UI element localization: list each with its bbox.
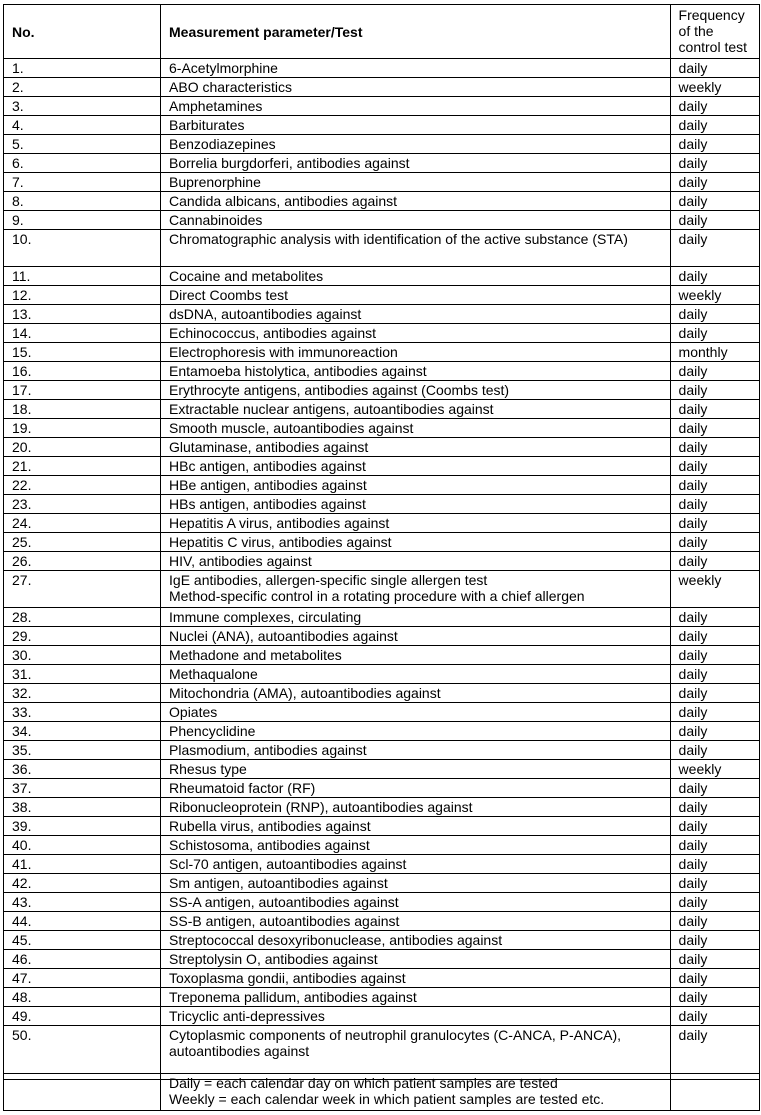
cell-parameter [161, 495, 671, 514]
parameter-text: Methadone and metabolites [169, 647, 342, 663]
parameter-text: Sm antigen, autoantibodies against [169, 875, 388, 891]
cell-no: 26. [4, 552, 161, 571]
cell-no: 49. [4, 1007, 161, 1026]
cell-no: 25. [4, 533, 161, 552]
cell-no: 50. [4, 1026, 161, 1080]
table-row [4, 817, 760, 836]
table-row [4, 211, 760, 230]
cell-frequency: daily [670, 912, 759, 931]
parameter-text: SS-B antigen, autoantibodies against [169, 913, 400, 929]
cell-frequency: daily [670, 552, 759, 571]
cell-parameter [161, 362, 671, 381]
parameter-text: Tricyclic anti-depressives [169, 1008, 325, 1024]
parameter-text: Hepatitis C virus, antibodies against [169, 534, 392, 550]
table-row [4, 533, 760, 552]
legend-empty-cell [4, 1074, 161, 1111]
header-no: No. [4, 5, 161, 59]
table-row [4, 608, 760, 627]
cell-parameter [161, 798, 671, 817]
cell-frequency: daily [670, 154, 759, 173]
cell-no: 8. [4, 192, 161, 211]
parameter-text: ABO characteristics [169, 79, 292, 95]
parameter-text: Schistosoma, antibodies against [169, 837, 370, 853]
parameter-text: Streptolysin O, antibodies against [169, 951, 378, 967]
cell-frequency: daily [670, 798, 759, 817]
cell-frequency: daily [670, 135, 759, 154]
parameter-text: Benzodiazepines [169, 136, 276, 152]
cell-no: 7. [4, 173, 161, 192]
cell-frequency: daily [670, 969, 759, 988]
table-row [4, 476, 760, 495]
table-row [4, 703, 760, 722]
cell-frequency: weekly [670, 78, 759, 97]
cell-frequency: daily [670, 173, 759, 192]
cell-no: 3. [4, 97, 161, 116]
parameter-text: Cocaine and metabolites [169, 268, 324, 284]
table-row [4, 893, 760, 912]
cell-parameter [161, 931, 671, 950]
cell-parameter [161, 192, 671, 211]
parameter-text: Plasmodium, antibodies against [169, 742, 367, 758]
cell-frequency: daily [670, 362, 759, 381]
header-parameter: Measurement parameter/Test [161, 5, 671, 59]
cell-no: 1. [4, 59, 161, 78]
table-body [4, 59, 760, 1080]
cell-frequency: daily [670, 324, 759, 343]
cell-no: 16. [4, 362, 161, 381]
table-row [4, 343, 760, 362]
cell-parameter [161, 514, 671, 533]
cell-parameter [161, 969, 671, 988]
cell-parameter [161, 836, 671, 855]
table-row [4, 684, 760, 703]
cell-no: 34. [4, 722, 161, 741]
table-row [4, 457, 760, 476]
table-row [4, 419, 760, 438]
table-row [4, 760, 760, 779]
header-frequency: Frequency of the control test [670, 5, 759, 59]
parameter-text: Direct Coombs test [169, 287, 289, 303]
cell-no: 44. [4, 912, 161, 931]
parameter-text: dsDNA, autoantibodies against [169, 306, 362, 322]
cell-parameter [161, 286, 671, 305]
table-row [4, 97, 760, 116]
cell-parameter [161, 608, 671, 627]
parameter-text: Rheumatoid factor (RF) [169, 780, 316, 796]
table-row [4, 950, 760, 969]
cell-no: 12. [4, 286, 161, 305]
parameter-text: HBe antigen, antibodies against [169, 477, 367, 493]
cell-parameter [161, 665, 671, 684]
cell-parameter [161, 116, 671, 135]
parameter-text: Mitochondria (AMA), autoantibodies against [169, 685, 441, 701]
cell-parameter [161, 400, 671, 419]
parameter-text: Opiates [169, 704, 218, 720]
table-row [4, 571, 760, 608]
cell-no: 35. [4, 741, 161, 760]
cell-parameter [161, 703, 671, 722]
cell-parameter [161, 893, 671, 912]
cell-no: 9. [4, 211, 161, 230]
table-row [4, 362, 760, 381]
table-row [4, 514, 760, 533]
cell-frequency: daily [670, 893, 759, 912]
parameter-text: Echinococcus, antibodies against [169, 325, 377, 341]
cell-no: 20. [4, 438, 161, 457]
cell-no: 46. [4, 950, 161, 969]
cell-parameter [161, 135, 671, 154]
table-row [4, 173, 760, 192]
cell-frequency: daily [670, 817, 759, 836]
table-row [4, 192, 760, 211]
parameter-text: Glutaminase, antibodies against [169, 439, 369, 455]
cell-frequency: daily [670, 476, 759, 495]
cell-frequency: daily [670, 514, 759, 533]
cell-parameter [161, 571, 671, 608]
cell-frequency: daily [670, 722, 759, 741]
table-row [4, 552, 760, 571]
table-row [4, 59, 760, 78]
cell-frequency: weekly [670, 286, 759, 305]
legend-row [4, 1074, 760, 1111]
cell-no: 24. [4, 514, 161, 533]
cell-frequency: daily [670, 1026, 759, 1080]
cell-no: 27. [4, 571, 161, 608]
table-row [4, 78, 760, 97]
cell-no: 13. [4, 305, 161, 324]
parameter-text: Streptococcal desoxyribonuclease, antibodies against [169, 932, 503, 948]
cell-frequency: daily [670, 646, 759, 665]
cell-no: 28. [4, 608, 161, 627]
parameter-text: Buprenorphine [169, 174, 261, 190]
parameter-text: Erythrocyte antigens, antibodies against (Coombs test) [169, 382, 510, 398]
cell-no: 45. [4, 931, 161, 950]
parameter-text: Candida albicans, antibodies against [169, 193, 398, 209]
table-row [4, 1007, 760, 1026]
cell-parameter [161, 1007, 671, 1026]
cell-frequency: weekly [670, 571, 759, 608]
cell-frequency: daily [670, 665, 759, 684]
parameter-text: Chromatographic analysis with identification of the active substance (STA) [169, 231, 628, 247]
table-row [4, 798, 760, 817]
cell-parameter [161, 97, 671, 116]
cell-frequency: daily [670, 836, 759, 855]
cell-frequency: daily [670, 211, 759, 230]
cell-frequency: monthly [670, 343, 759, 362]
cell-frequency: daily [670, 381, 759, 400]
cell-parameter [161, 324, 671, 343]
parameter-text: Treponema pallidum, antibodies against [169, 989, 417, 1005]
cell-parameter [161, 59, 671, 78]
table-row [4, 836, 760, 855]
cell-frequency: daily [670, 116, 759, 135]
cell-frequency: daily [670, 192, 759, 211]
cell-parameter [161, 627, 671, 646]
cell-parameter [161, 874, 671, 893]
control-test-table [3, 4, 760, 1080]
cell-parameter [161, 154, 671, 173]
parameter-text: Smooth muscle, autoantibodies against [169, 420, 414, 436]
cell-parameter [161, 684, 671, 703]
legend-weekly: Weekly = each calendar week in which patient samples are tested etc. [169, 1091, 605, 1107]
cell-no: 38. [4, 798, 161, 817]
parameter-text: Nuclei (ANA), autoantibodies against [169, 628, 398, 644]
table-row [4, 135, 760, 154]
parameter-text: Extractable nuclear antigens, autoantibodies against [169, 401, 494, 417]
cell-no: 32. [4, 684, 161, 703]
parameter-text: IgE antibodies, allergen-specific single allergen test [169, 572, 488, 588]
cell-frequency: daily [670, 741, 759, 760]
parameter-text: Methaqualone [169, 666, 258, 682]
cell-parameter [161, 533, 671, 552]
cell-no: 23. [4, 495, 161, 514]
cell-no: 15. [4, 343, 161, 362]
cell-frequency: daily [670, 59, 759, 78]
cell-parameter [161, 78, 671, 97]
table-row [4, 305, 760, 324]
cell-parameter [161, 267, 671, 286]
cell-no: 4. [4, 116, 161, 135]
table-row [4, 874, 760, 893]
cell-no: 33. [4, 703, 161, 722]
cell-frequency: weekly [670, 760, 759, 779]
table-row [4, 286, 760, 305]
table-row [4, 627, 760, 646]
cell-no: 36. [4, 760, 161, 779]
cell-no: 22. [4, 476, 161, 495]
cell-no: 40. [4, 836, 161, 855]
cell-parameter [161, 646, 671, 665]
table-row [4, 400, 760, 419]
cell-no: 17. [4, 381, 161, 400]
legend-text-cell [161, 1074, 671, 1111]
parameter-text: Cannabinoides [169, 212, 263, 228]
table-row [4, 665, 760, 684]
cell-frequency: daily [670, 400, 759, 419]
cell-frequency: daily [670, 97, 759, 116]
table-row [4, 779, 760, 798]
cell-frequency: daily [670, 779, 759, 798]
table-row [4, 646, 760, 665]
cell-frequency: daily [670, 305, 759, 324]
cell-frequency: daily [670, 950, 759, 969]
parameter-text: Rubella virus, antibodies against [169, 818, 371, 834]
table-row [4, 855, 760, 874]
table-row [4, 116, 760, 135]
cell-frequency: daily [670, 608, 759, 627]
cell-parameter [161, 779, 671, 798]
parameter-text: HBs antigen, antibodies against [169, 496, 366, 512]
table-row [4, 988, 760, 1007]
cell-parameter [161, 438, 671, 457]
cell-frequency: daily [670, 1007, 759, 1026]
cell-no: 30. [4, 646, 161, 665]
parameter-text: Hepatitis A virus, antibodies against [169, 515, 390, 531]
cell-frequency: daily [670, 855, 759, 874]
cell-frequency: daily [670, 988, 759, 1007]
cell-parameter [161, 722, 671, 741]
table-row [4, 495, 760, 514]
parameter-text: Entamoeba histolytica, antibodies against [169, 363, 427, 379]
parameter-text: 6-Acetylmorphine [169, 60, 278, 76]
cell-parameter [161, 230, 671, 267]
legend-daily: Daily = each calendar day on which patient samples are tested [169, 1075, 558, 1091]
legend-empty-cell-right [670, 1074, 759, 1111]
cell-frequency: daily [670, 874, 759, 893]
cell-parameter [161, 1026, 671, 1080]
table-row [4, 324, 760, 343]
cell-parameter [161, 419, 671, 438]
table-row [4, 230, 760, 267]
parameter-text: Barbiturates [169, 117, 245, 133]
cell-parameter [161, 476, 671, 495]
parameter-text-line2: Method-specific control in a rotating procedure with a chief allergen [169, 588, 585, 604]
cell-frequency: daily [670, 438, 759, 457]
cell-no: 19. [4, 419, 161, 438]
cell-parameter [161, 305, 671, 324]
cell-no: 18. [4, 400, 161, 419]
table-row [4, 267, 760, 286]
cell-no: 21. [4, 457, 161, 476]
cell-parameter [161, 817, 671, 836]
table-row [4, 912, 760, 931]
cell-no: 41. [4, 855, 161, 874]
parameter-text: Borrelia burgdorferi, antibodies against [169, 155, 410, 171]
table-row [4, 722, 760, 741]
cell-no: 47. [4, 969, 161, 988]
cell-no: 2. [4, 78, 161, 97]
parameter-text: HIV, antibodies against [169, 553, 312, 569]
parameter-text: Ribonucleoprotein (RNP), autoantibodies against [169, 799, 473, 815]
cell-parameter [161, 211, 671, 230]
table-header-row [4, 5, 760, 59]
cell-frequency: daily [670, 419, 759, 438]
table-row [4, 1026, 760, 1080]
cell-parameter [161, 988, 671, 1007]
parameter-text: Toxoplasma gondii, antibodies against [169, 970, 406, 986]
legend-table [3, 1073, 760, 1111]
cell-no: 42. [4, 874, 161, 893]
cell-parameter [161, 552, 671, 571]
parameter-text-line2: autoantibodies against [169, 1043, 310, 1059]
parameter-text: Rhesus type [169, 761, 247, 777]
cell-parameter [161, 855, 671, 874]
cell-frequency: daily [670, 533, 759, 552]
cell-frequency: daily [670, 703, 759, 722]
parameter-text: SS-A antigen, autoantibodies against [169, 894, 399, 910]
table-row [4, 931, 760, 950]
cell-no: 48. [4, 988, 161, 1007]
cell-no: 5. [4, 135, 161, 154]
parameter-text: Immune complexes, circulating [169, 609, 362, 625]
parameter-text: Phencyclidine [169, 723, 256, 739]
cell-frequency: daily [670, 931, 759, 950]
cell-no: 29. [4, 627, 161, 646]
parameter-text: Cytoplasmic components of neutrophil granulocytes (C-ANCA, P-ANCA), [169, 1027, 622, 1043]
cell-no: 6. [4, 154, 161, 173]
cell-parameter [161, 741, 671, 760]
cell-parameter [161, 760, 671, 779]
parameter-text: Amphetamines [169, 98, 263, 114]
cell-frequency: daily [670, 267, 759, 286]
cell-frequency: daily [670, 495, 759, 514]
cell-no: 37. [4, 779, 161, 798]
cell-parameter [161, 457, 671, 476]
parameter-text: Scl-70 antigen, autoantibodies against [169, 856, 407, 872]
cell-no: 31. [4, 665, 161, 684]
cell-parameter [161, 381, 671, 400]
table-row [4, 741, 760, 760]
cell-frequency: daily [670, 457, 759, 476]
cell-frequency: daily [670, 230, 759, 267]
cell-parameter [161, 173, 671, 192]
cell-no: 43. [4, 893, 161, 912]
cell-no: 39. [4, 817, 161, 836]
table-row [4, 438, 760, 457]
table-row [4, 969, 760, 988]
cell-no: 14. [4, 324, 161, 343]
parameter-text: HBc antigen, antibodies against [169, 458, 366, 474]
cell-no: 10. [4, 230, 161, 267]
cell-frequency: daily [670, 627, 759, 646]
table-row [4, 381, 760, 400]
cell-frequency: daily [670, 684, 759, 703]
cell-no: 11. [4, 267, 161, 286]
cell-parameter [161, 950, 671, 969]
parameter-text: Electrophoresis with immunoreaction [169, 344, 398, 360]
cell-parameter [161, 912, 671, 931]
cell-parameter [161, 343, 671, 362]
table-row [4, 154, 760, 173]
